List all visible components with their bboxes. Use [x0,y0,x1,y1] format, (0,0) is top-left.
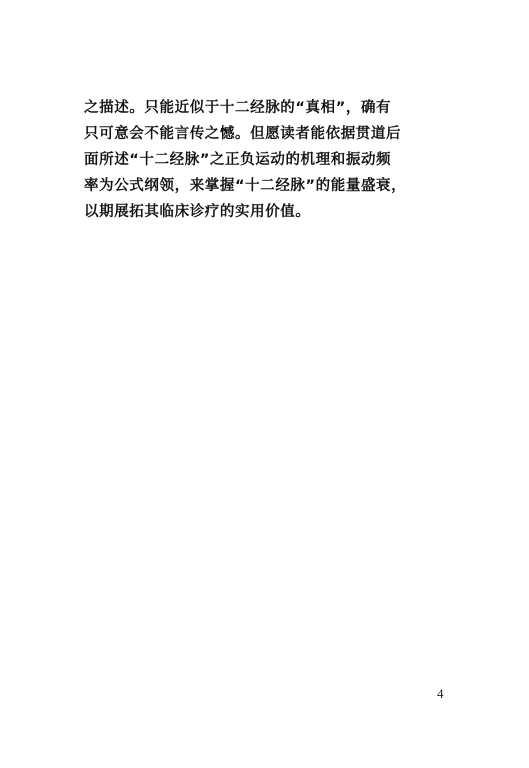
paragraph-line-3: 面所述“十二经脉”之正负运动的机理和振动频 [84,152,392,168]
paragraph-line-1: 之描述。只能近似于十二经脉的“真相”，确有 [84,100,392,116]
paragraph-line-4: 率为公式纲领，来掌握“十二经脉”的能量盛衰， [84,178,407,194]
body-paragraph [84,95,446,225]
paragraph-line-5: 以期展拓其临床诊疗的实用价值。 [84,204,311,220]
page-number: 4 [437,686,444,701]
paragraph-line-2: 只可意会不能言传之憾。但愿读者能依据贯道后 [84,126,402,142]
